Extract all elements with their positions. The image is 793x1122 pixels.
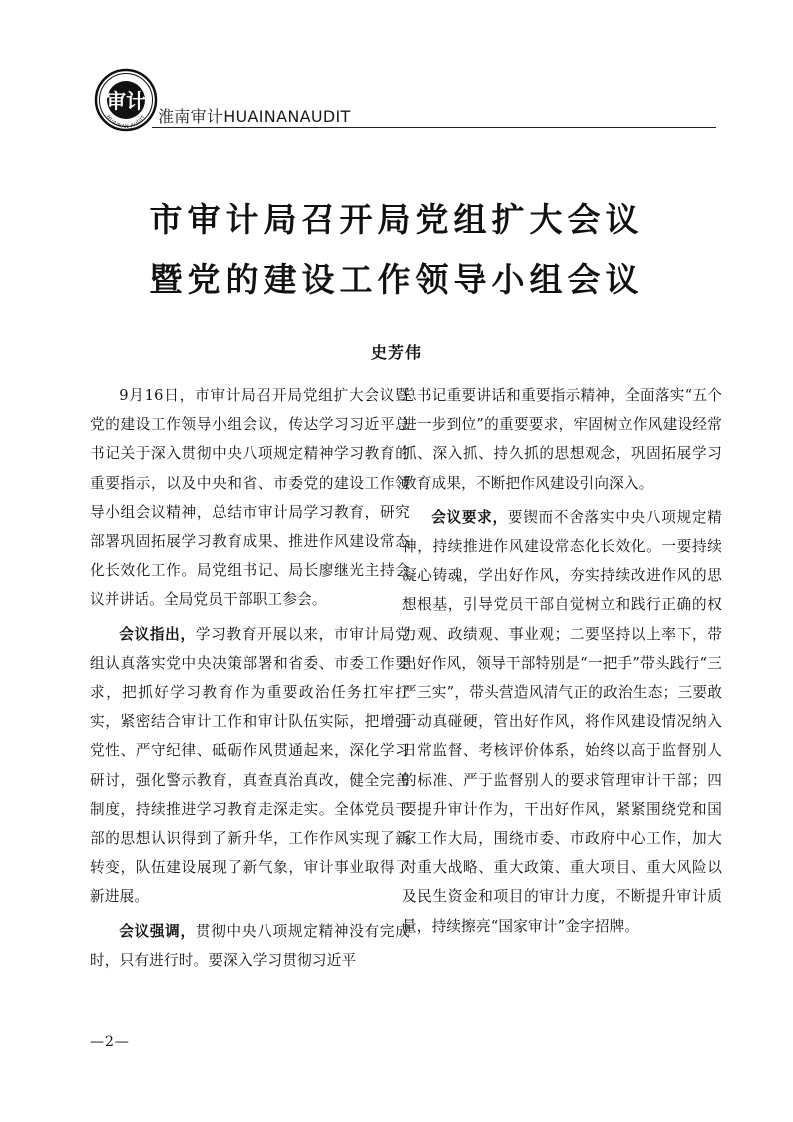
paragraph-lead: 会议要求， <box>431 508 508 526</box>
header-divider <box>152 127 716 128</box>
page-header <box>94 68 716 134</box>
paragraph-lead: 会议强调， <box>119 922 196 940</box>
publication-name: 淮南审计HUAINANAUDIT <box>158 107 351 126</box>
article-author: 史芳伟 <box>370 343 422 362</box>
article-title-line-1: 市审计局召开局党组扩大会议 <box>149 200 644 239</box>
logo-character: 审计 <box>106 89 146 113</box>
paragraph-text: 学习教育开展以来，市审计局党组认真落实党中央决策部署和省委、市委工作要求，把抓好学习教育作为重要政治任务扛牢扛实，紧密结合审计工作和审计队伍实际，把增强党性、严守纪律、砥砺作风贯通起来，深化学习研讨，强化警示教育，真查真治真改，健全完善制度，持续推进学习教育走深走实。全体党员干部的思想认识得到了新升华，工作作风实现了新转变，队伍建设展现了新气象，审计事业取得了新进展。 <box>90 625 410 906</box>
paragraph-text: 要锲而不舍落实中央八项规定精神，持续推进作风建设常态化长效化。一要持续凝心铸魂，学出好作风，夯实持续改进作风的思想根基，引导党员干部自觉树立和践行正确的权力观、政绩观、事业观；二要坚持以上率下，带出好作风，领导干部特别是“一把手”带头践行“三严三实”，带头营造风清气正的政治生态；三要敢于动真碰硬，管出好作风，将作风建设情况纳入日常监督、考核评价体系，始终以高于监督别人的标准、严于监督别人的要求管理审计干部；四要提升审计作为，干出好作风，紧紧围绕党和国家工作大局，围绕市委、市政府中心工作，加大对重大战略、重大政策、重大项目、重大风险以及民生资金和项目的审计力度，不断提升审计质量，持续擦亮“国家审计”金字招牌。 <box>402 508 722 935</box>
paragraph-lead: 会议指出， <box>119 625 196 643</box>
body-paragraph <box>90 620 410 912</box>
paragraph-text: 9月16日，市审计局召开局党组扩大会议暨党的建设工作领导小组会议，传达学习习近平总书记关于深入贯彻中央八项规定精神学习教育的重要指示，以及中央和省、市委党的建设工作领导小组会议精神，总结市审计局学习教育，研究部署巩固拓展学习教育成果、推进作风建设常态化长效化工作。局党组书记、局长廖继光主持会议并讲话。全局党员干部职工参会。 <box>90 387 410 609</box>
page-number: —2— <box>90 1034 130 1050</box>
text-column-left <box>90 381 410 980</box>
article-title-line-2: 暨党的建设工作领导小组会议 <box>149 260 644 299</box>
body-paragraph <box>402 503 722 941</box>
paragraph-text: 贯彻中央八项规定精神没有完成时，只有进行时。要深入学习贯彻习近平 <box>90 922 410 969</box>
text-column-right <box>402 381 722 946</box>
paragraph-text: 总书记重要讲话和重要指示精神，全面落实“五个进一步到位”的重要要求，牢固树立作风建设经常抓、深入抓、持久抓的思想观念，巩固拓展学习教育成果，不断把作风建设引向深入。 <box>402 387 722 492</box>
body-paragraph <box>90 381 410 615</box>
audit-seal-logo-icon <box>94 68 158 132</box>
logo-ring-text: HUAINAN AUDIT <box>104 114 148 131</box>
body-paragraph-continued <box>402 381 722 498</box>
body-paragraph <box>90 917 410 975</box>
